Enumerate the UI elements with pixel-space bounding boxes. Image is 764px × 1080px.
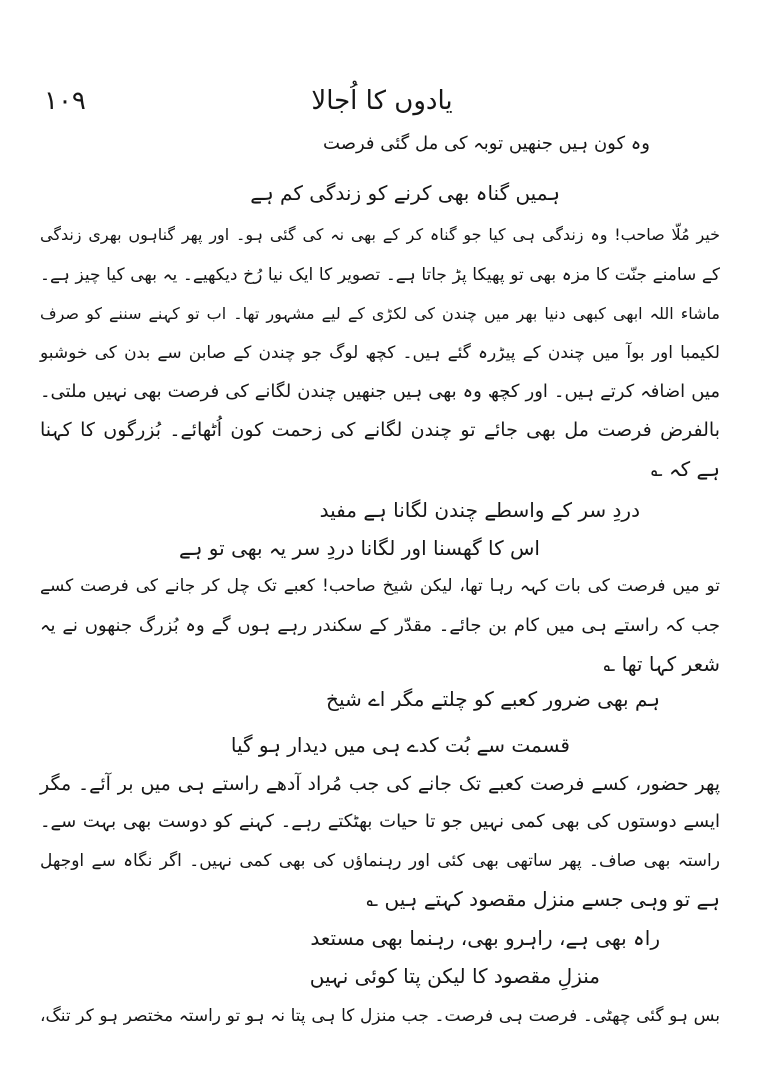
paragraph-line: ایسے دوستوں کی بھی کمی نہیں جو تا حیات بھٹکتے رہے۔ کہنے کو دوست بھی بہت سے۔ <box>40 811 720 832</box>
verse-line: قسمت سے بُت کدے ہی میں دیدار ہو گیا <box>230 733 570 757</box>
paragraph-line: ہے کہ ؎ <box>650 457 720 481</box>
paragraph-line: خیر مُلّا صاحب! وہ زندگی ہی کیا جو گناہ کر کے بھی نہ کی گئی ہو۔ اور پھر گناہوں بھری زندگی <box>40 225 720 244</box>
verse-line: راہ بھی ہے، راہرو بھی، رہنما بھی مستعد <box>310 926 660 950</box>
paragraph-line: ہے تو وہی جسے منزل مقصود کہتے ہیں ؎ <box>366 887 720 911</box>
paragraph-line: لکیمبا اور بوآ میں چندن کے پیڑرہ گئے ہیں۔ کچھ لوگ جو چندن کے صابن سے بدن کی خوشبو <box>40 343 720 363</box>
page-number: ۱۰۹ <box>44 86 86 116</box>
paragraph-line: پھر حضور، کسے فرصت کعبے تک جانے کی جب مُراد آدھے راستے ہی میں بر آئے۔ مگر <box>40 773 720 795</box>
paragraph-line: ماشاء اللہ ابھی کبھی دنیا بھر میں چندن کی لکڑی کے لیے مشہور تھا۔ اب تو کہنے سننے کو صرف <box>40 304 720 323</box>
paragraph-line: میں اضافہ کرتے ہیں۔ اور کچھ وہ بھی ہیں جنھیں چندن لگانے کی فرصت بھی نہیں ملتی۔ <box>40 381 720 402</box>
paragraph-line: بالفرض فرصت مل بھی جائے تو چندن لگانے کی زحمت کون اُٹھائے۔ بُزرگوں کا کہنا <box>40 419 720 441</box>
paragraph-line: راستہ بھی صاف۔ پھر ساتھی بھی کئی اور رہنماؤں کی بھی کمی نہیں۔ اگر نگاہ سے اوجھل <box>40 851 720 871</box>
verse-line: وہ کون ہیں جنھیں توبہ کی مل گئی فرصت <box>323 133 650 154</box>
verse-line: ہمیں گناہ بھی کرنے کو زندگی کم ہے <box>250 181 560 205</box>
running-title: یادوں کا اُجالا <box>311 86 453 116</box>
verse-line: دردِ سر کے واسطے چندن لگانا ہے مفید <box>319 498 640 522</box>
paragraph-line: کے سامنے جنّت کا مزہ بھی تو پھیکا پڑ جاتا ہے۔ تصویر کا ایک نیا رُخ دیکھیے۔ یہ بھی کیا چیز ہے۔ <box>40 265 720 285</box>
paragraph-line: بس ہو گئی چھٹی۔ فرصت ہی فرصت۔ جب منزل کا ہی پتا نہ ہو تو راستہ مختصر ہو کر تنگ، <box>40 1006 720 1026</box>
verse-line: اس کا گھسنا اور لگانا دردِ سر یہ بھی تو ہے <box>179 536 540 560</box>
paragraph-line: جب کہ راستے ہی میں کام بن جائے۔ مقدّر کے سکندر رہے ہوں گے وہ بُزرگ جنھوں نے یہ <box>40 615 720 636</box>
verse-line: ہم بھی ضرور کعبے کو چلتے مگر اے شیخ <box>326 687 660 711</box>
verse-line: منزلِ مقصود کا لیکن پتا کوئی نہیں <box>309 964 600 988</box>
paragraph-line: تو میں فرصت کی بات کہہ رہا تھا، لیکن شیخ صاحب! کعبے تک چل کر جانے کی فرصت کسے <box>40 576 720 596</box>
paragraph-line: شعر کہا تھا ؎ <box>603 652 720 676</box>
